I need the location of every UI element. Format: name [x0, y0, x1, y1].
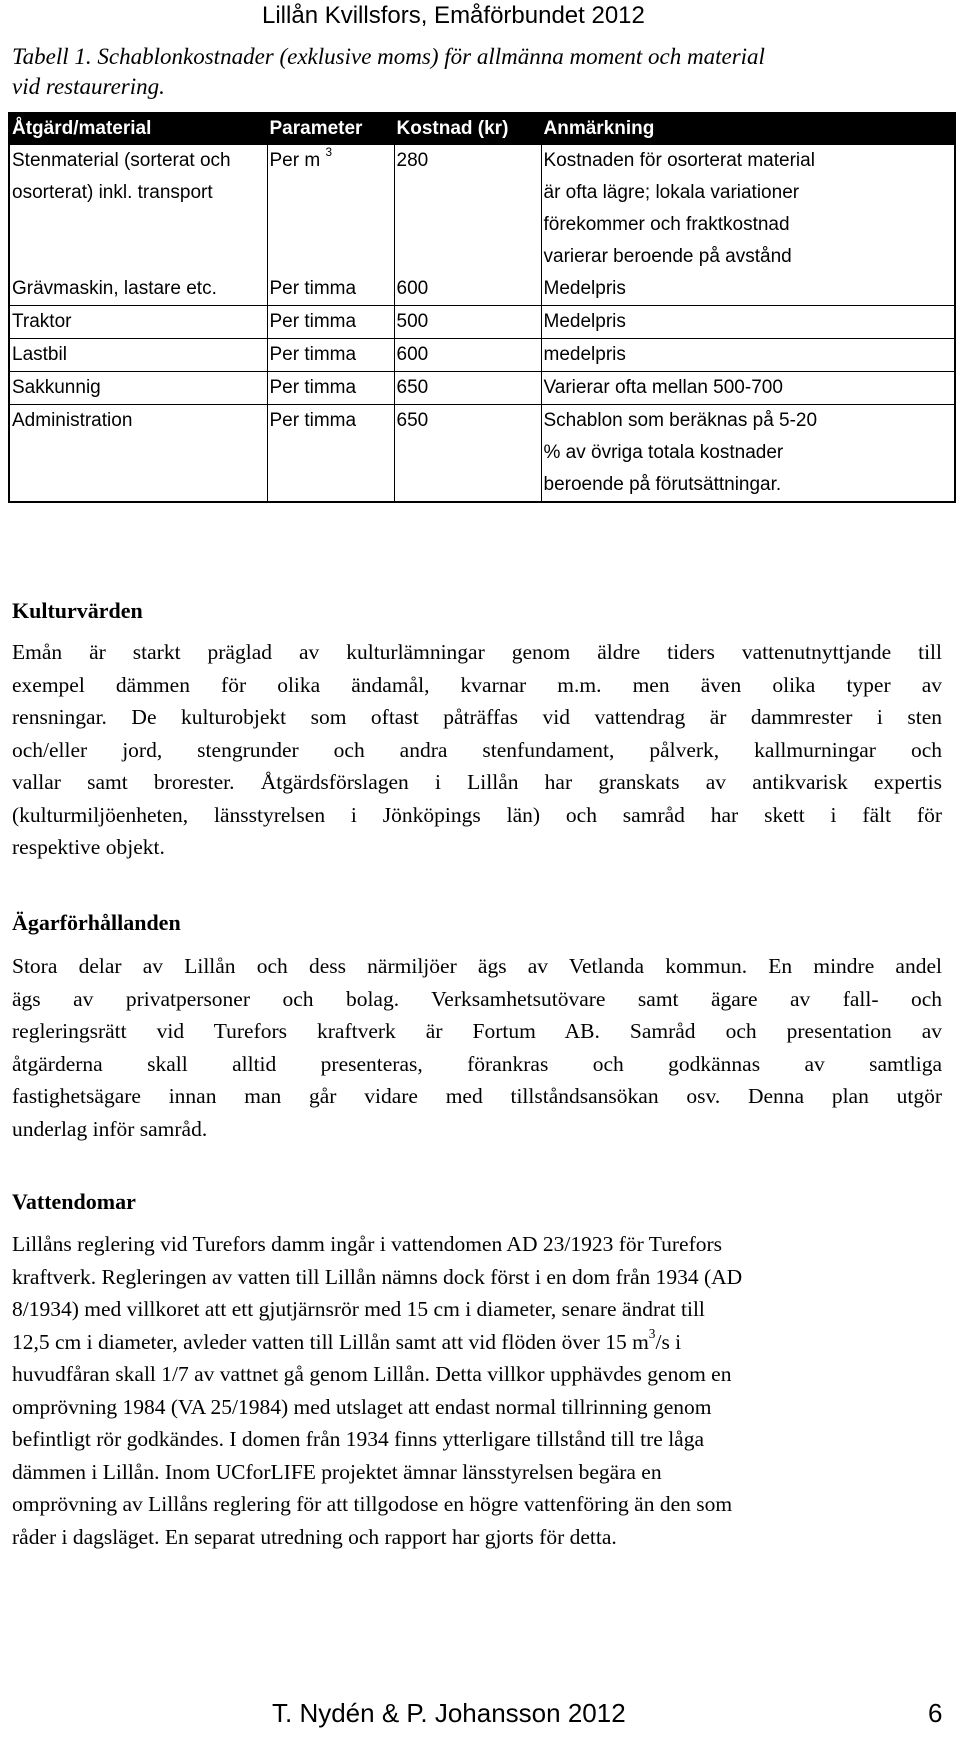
table-caption: [12, 42, 932, 102]
table-row: [9, 339, 955, 372]
table-cell-note: [541, 405, 955, 503]
table-cell-note: Varierar ofta mellan 500-700: [541, 372, 955, 405]
text-line: och/eller jord, stengrunder och andra stenfundament, pålverk, kallmurningar och: [12, 737, 942, 762]
table-cell-cost: 650: [394, 372, 541, 405]
caption-line: Tabell 1. Schablonkostnader (exklusive moms) för allmänna moment och material: [12, 44, 765, 69]
cell-line: är ofta lägre; lokala variationer: [543, 182, 800, 203]
table-cell-cost: 280: [394, 145, 541, 273]
superscript: 3: [648, 1325, 656, 1341]
column-header: Kostnad (kr): [394, 112, 541, 145]
column-header: Åtgärd/material: [9, 112, 267, 145]
table-row: [9, 405, 955, 503]
text-line: dämmen i Lillån. Inom UCforLIFE projektet ämnar länsstyrelsen begära en: [12, 1459, 662, 1484]
table-cell-item: Administration: [9, 405, 267, 503]
text-line: fastighetsägare innan man går vidare med tillståndsansökan osv. Denna plan utgör: [12, 1084, 942, 1108]
cell-line: Schablon som beräknas på 5-20: [543, 410, 818, 431]
running-header-title: Lillån Kvillsfors, Emåförbundet 2012: [262, 2, 645, 29]
text-line: åtgärderna skall alltid presenteras, förankras och godkännas av samtliga: [12, 1051, 942, 1076]
table-cell-parameter: [267, 145, 394, 273]
text-line: underlag inför samråd.: [12, 1116, 208, 1141]
column-header: Anmärkning: [541, 112, 955, 145]
cell-line: varierar beroende på avstånd: [543, 246, 792, 267]
cell-line: osorterat) inkl. transport: [12, 182, 213, 203]
section-heading-kulturvarden: Kulturvärden: [12, 598, 143, 623]
section-heading-vattendomar: Vattendomar: [12, 1189, 136, 1214]
text-line: omprövning 1984 (VA 25/1984) med utslaget att endast normal tillrinning genom: [12, 1394, 712, 1419]
cell-line: beroende på förutsättningar.: [543, 474, 782, 495]
text-line: kraftverk. Regleringen av vatten till Lillån nämns dock först i en dom från 1934 (AD: [12, 1264, 743, 1289]
text-line: huvudfåran skall 1/7 av vattnet gå genom Lillån. Detta villkor upphävdes genom en: [12, 1362, 732, 1386]
table-cell-parameter: Per timma: [267, 405, 394, 503]
table-cell-parameter: Per timma: [267, 306, 394, 339]
section-body-vattendomar: [12, 1228, 942, 1553]
column-header: Parameter: [267, 112, 394, 145]
text-line: [12, 1326, 942, 1359]
cell-line: Stenmaterial (sorterat och: [12, 150, 231, 171]
table-row: [9, 306, 955, 339]
table-cell-item: Sakkunnig: [9, 372, 267, 405]
cell-line: % av övriga totala kostnader: [543, 442, 784, 463]
table-cell-note: medelpris: [541, 339, 955, 372]
text-line: 8/1934) med villkoret att ett gjutjärnsrör med 15 cm i diameter, senare ändrat till: [12, 1297, 705, 1321]
caption-line: vid restaurering.: [12, 74, 165, 99]
cell-line: förekommer och fraktkostnad: [543, 214, 790, 235]
text-line: (kulturmiljöenheten, länsstyrelsen i Jönköpings län) och samråd har skett i fält för: [12, 802, 942, 827]
text-line: Emån är starkt präglad av kulturlämningar genom äldre tiders vattenutnyttjande till: [12, 640, 942, 664]
text-line: Lillåns reglering vid Turefors damm ingår i vattendomen AD 23/1923 för Turefors: [12, 1232, 723, 1256]
text-line: rensningar. De kulturobjekt som oftast påträffas vid vattendrag är dammrester i sten: [12, 705, 942, 729]
text-line: regleringsrätt vid Turefors kraftverk är Fortum AB. Samråd och presentation av: [12, 1019, 942, 1043]
superscript: 3: [325, 146, 333, 160]
section-body-kulturvarden: [12, 636, 942, 864]
cell-text: Per m: [269, 150, 321, 171]
text-fragment: 12,5 cm i diameter, avleder vatten till Lillån samt att vid flöden över 15 m: [12, 1329, 649, 1354]
text-line: respektive objekt.: [12, 835, 165, 859]
footer-authors: T. Nydén & P. Johansson 2012: [272, 1698, 626, 1728]
table-cell-cost: 600: [394, 273, 541, 306]
text-line: befintligt rör godkändes. I domen från 1934 finns ytterligare tillstånd till tre låga: [12, 1427, 704, 1451]
table-cell-cost: 650: [394, 405, 541, 503]
table-cell-item: Grävmaskin, lastare etc.: [12, 278, 217, 299]
table-row: [9, 145, 955, 273]
page-number: 6: [928, 1698, 943, 1728]
text-fragment: /s i: [655, 1329, 682, 1354]
section-body-agarforhallanden: [12, 950, 942, 1145]
text-line: exempel dämmen för olika ändamål, kvarnar m.m. men även olika typer av: [12, 672, 942, 697]
table-cell-item: Traktor: [9, 306, 267, 339]
table-header-row: [9, 112, 955, 145]
table-row: [9, 273, 955, 306]
text-line: Stora delar av Lillån och dess närmiljöer ägs av Vetlanda kommun. En mindre andel: [12, 954, 942, 978]
text-line: vallar samt brorester. Åtgärdsförslagen i Lillån har granskats av antikvarisk expertis: [12, 770, 942, 794]
table-cell-cost: 500: [394, 306, 541, 339]
table-cell-item: Lastbil: [9, 339, 267, 372]
table-cell-note: Medelpris: [541, 306, 955, 339]
table-cell-note: Medelpris: [541, 273, 955, 306]
table-cell-cost: 600: [394, 339, 541, 372]
text-line: omprövning av Lillåns reglering för att tillgodose en högre vattenföring än den som: [12, 1492, 733, 1516]
table-cell-parameter: Per timma: [267, 273, 394, 306]
text-line: ägs av privatpersoner och bolag. Verksamhetsutövare samt ägare av fall- och: [12, 986, 942, 1011]
section-heading-agarforhallanden: Ägarförhållanden: [12, 910, 181, 935]
table-cell-item: [9, 145, 267, 273]
table-row: [9, 372, 955, 405]
text-line: råder i dagsläget. En separat utredning och rapport har gjorts för detta.: [12, 1524, 617, 1549]
table-cell-parameter: Per timma: [267, 372, 394, 405]
cell-line: Kostnaden för osorterat material: [543, 150, 815, 171]
cost-table: [8, 112, 956, 503]
table-cell-parameter: Per timma: [267, 339, 394, 372]
table-cell-note: [541, 145, 955, 273]
